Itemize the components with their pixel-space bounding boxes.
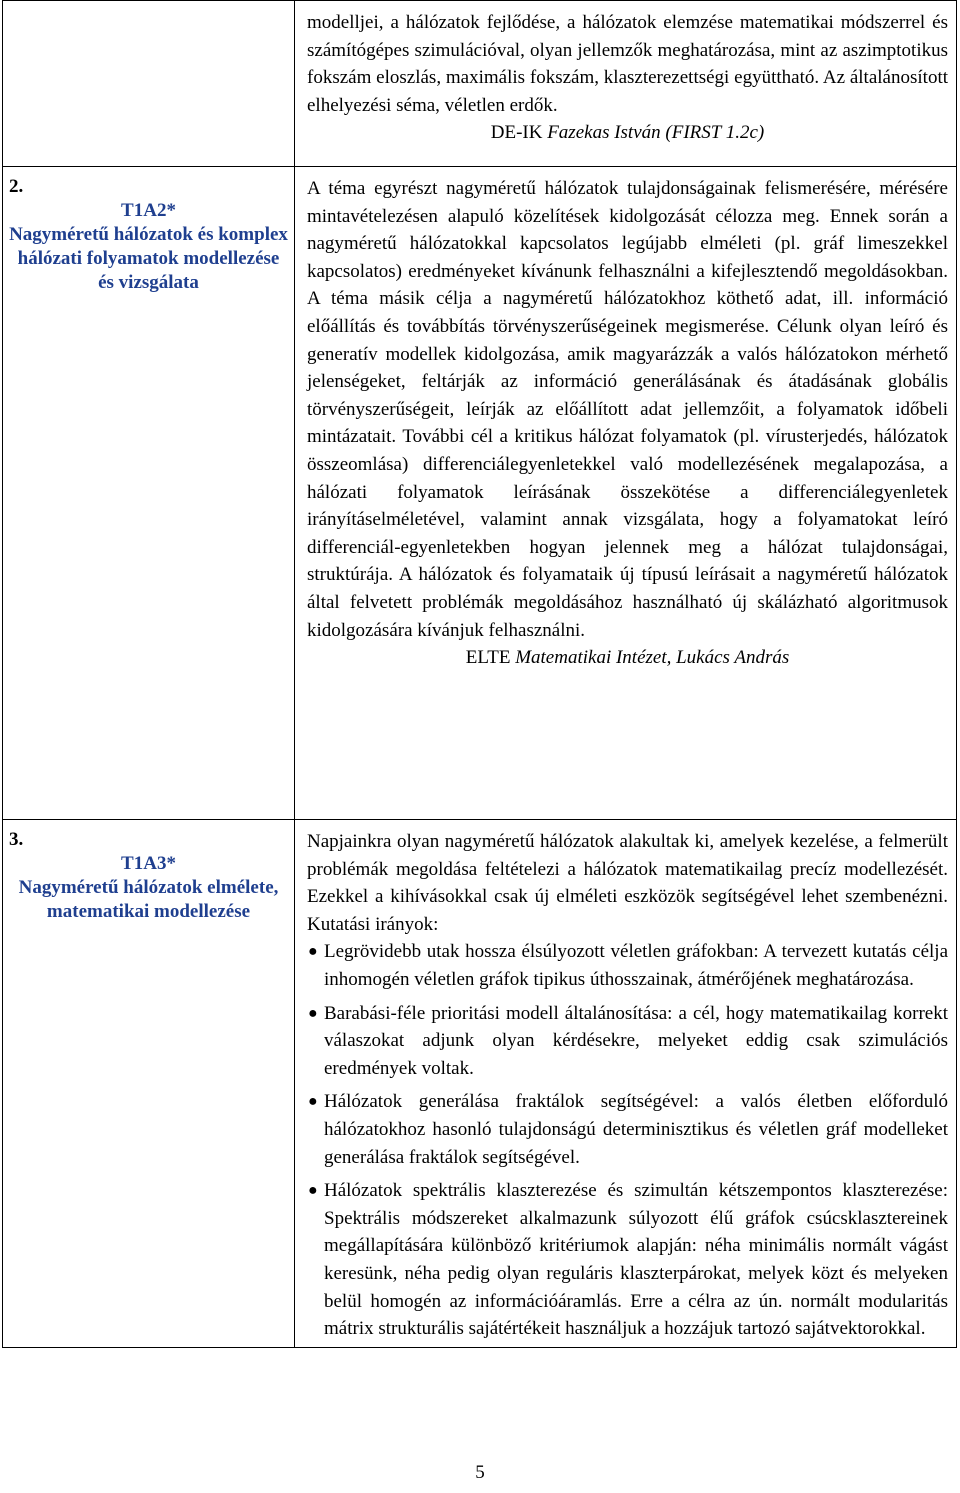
description-cell <box>295 1 957 167</box>
list-item-text: Legrövidebb utak hossza élsúlyozott véletlen gráfokban: A tervezett kutatás célja inhomogén véletlen gráfok tipikus úthosszainak, átmérőjének meghatározása. <box>324 941 948 990</box>
topic-code: T1A2* <box>121 200 176 221</box>
author-credit <box>307 119 948 147</box>
bullet-icon: ● <box>308 943 318 961</box>
bullet-icon: ● <box>308 1004 318 1022</box>
list-item <box>308 1088 948 1171</box>
topic-number: 2. <box>9 176 24 197</box>
list-item-text: Barabási-féle prioritási modell általánosítása: a cél, hogy matematikailag korrekt válaszokat adjunk olyan kérdésekre, melyeket eddig csak szimulációs eredmények voltak. <box>324 1002 948 1079</box>
research-directions-list <box>307 938 948 1342</box>
topic-cell <box>3 820 295 1348</box>
author-name: Fazekas István (FIRST 1.2c) <box>542 122 765 144</box>
description-intro: Napjainkra olyan nagyméretű hálózatok alakultak ki, amelyek kezelése, a felmerült problémák megoldása feltételezi a hálózatok matematikailag precíz modellezését. Ezekkel a kihívásokkal csak új elméleti eszközök segítségével lehet szembenézni. Kutatási irányok: <box>307 831 948 935</box>
topic-code: T1A3* <box>121 853 176 874</box>
bullet-icon: ● <box>308 1093 318 1111</box>
list-item <box>308 938 948 993</box>
topics-table <box>2 0 957 1348</box>
table-row <box>3 1 957 167</box>
institution-code: ELTE <box>465 647 511 669</box>
author-name: Matematikai Intézet, Lukács András <box>510 647 790 669</box>
description-cell <box>295 167 957 820</box>
description-paragraph: modelljei, a hálózatok fejlődése, a hálózatok elemzése matematikai módszerrel és számítógépes szimulációval, olyan jellemzők meghatározása, mint az aszimptotikus fokszám eloszlás, maximális fokszám, klaszterezettségi együttható. Az általánosított elhelyezési séma, véletlen erdők. <box>307 12 948 116</box>
list-item <box>308 1000 948 1083</box>
bullet-icon: ● <box>308 1182 318 1200</box>
description-paragraph: A téma egyrészt nagyméretű hálózatok tulajdonságainak felismerésére, mérésére mintavételezésen alapuló közelítések kidolgozását célozza meg. Ennek során a nagyméretű hálózatokkal kapcsolatos legújabb elméleti (pl. gráf limeszekkel kapcsolatos) eredményeket kívánunk felhasználni a kifejlesztendő megoldásokban. A téma másik célja a nagyméretű hálózatokhoz köthető adat, ill. információ előállítás és továbbítás törvényszerűségeinek megismerése. Célunk olyan leíró és generatív modellek kidolgozása, amik magyarázzák a valós hálózatokon mérhető jelenségeket, feltárják az információ generálásának és átadásának globális törvényszerűségeit, leírják az előállított adat jellemzőit, a folyamatok időbeli mintázatait. További cél a kritikus hálózat folyamatok (pl. vírusterjedés, hálózatok összeomlása) differenciálegyenletekkel való modellezésének megalapozása, a hálózati folyamatok leírásának összekötése a differenciálegyenletek irányításelméletével, valamint annak vizsgálata, hogy a folyamatokat leíró differenciál-egyenletekben hogyan jelennek meg a hálózat tulajdonságai, struktúrája. A hálózatok és folyamataik új típusú leírásait a nagyméretű hálózatok által felvetett problémák megoldásához használható új skálázható algoritmusok kidolgozására kívánjuk felhasználni. <box>307 178 948 641</box>
description-cell <box>295 820 957 1348</box>
list-item-text: Hálózatok generálása fraktálok segítségével: a valós életben előforduló hálózatokhoz hasonló tulajdonságú determinisztikus és véletlen gráf modelleket generálása fraktálok segítségével. <box>324 1091 948 1168</box>
list-item <box>308 1177 948 1343</box>
topic-cell <box>3 167 295 820</box>
topic-title: Nagyméretű hálózatok elmélete, matematikai modellezése <box>18 877 279 922</box>
list-item-text: Hálózatok spektrális klaszterezése és szimultán kétszempontos klaszterezése: Spektrális módszereket alkalmazunk súlyozott élű gráfok csúcsklasztereinek megállapítására különböző kritériumok alapján: néha minimális normált vágást keresünk, néha pedig olyan reguláris klaszterpárokat, melyek közt és melyeken belül homogén az információáramlás. Erre a célra az ún. normált modularitás mátrix strukturális sajátértékeit használjuk a hozzájuk tartozó sajátvektorokkal. <box>324 1180 948 1340</box>
author-credit <box>307 644 948 672</box>
table-row <box>3 820 957 1348</box>
page-number: 5 <box>475 1462 485 1483</box>
topic-title: Nagyméretű hálózatok és komplex hálózati folyamatok modellezése és vizsgálata <box>9 224 288 293</box>
topic-cell-empty <box>3 1 295 167</box>
topic-number: 3. <box>9 829 24 850</box>
table-row <box>3 167 957 820</box>
institution-code: DE-IK <box>490 122 543 144</box>
